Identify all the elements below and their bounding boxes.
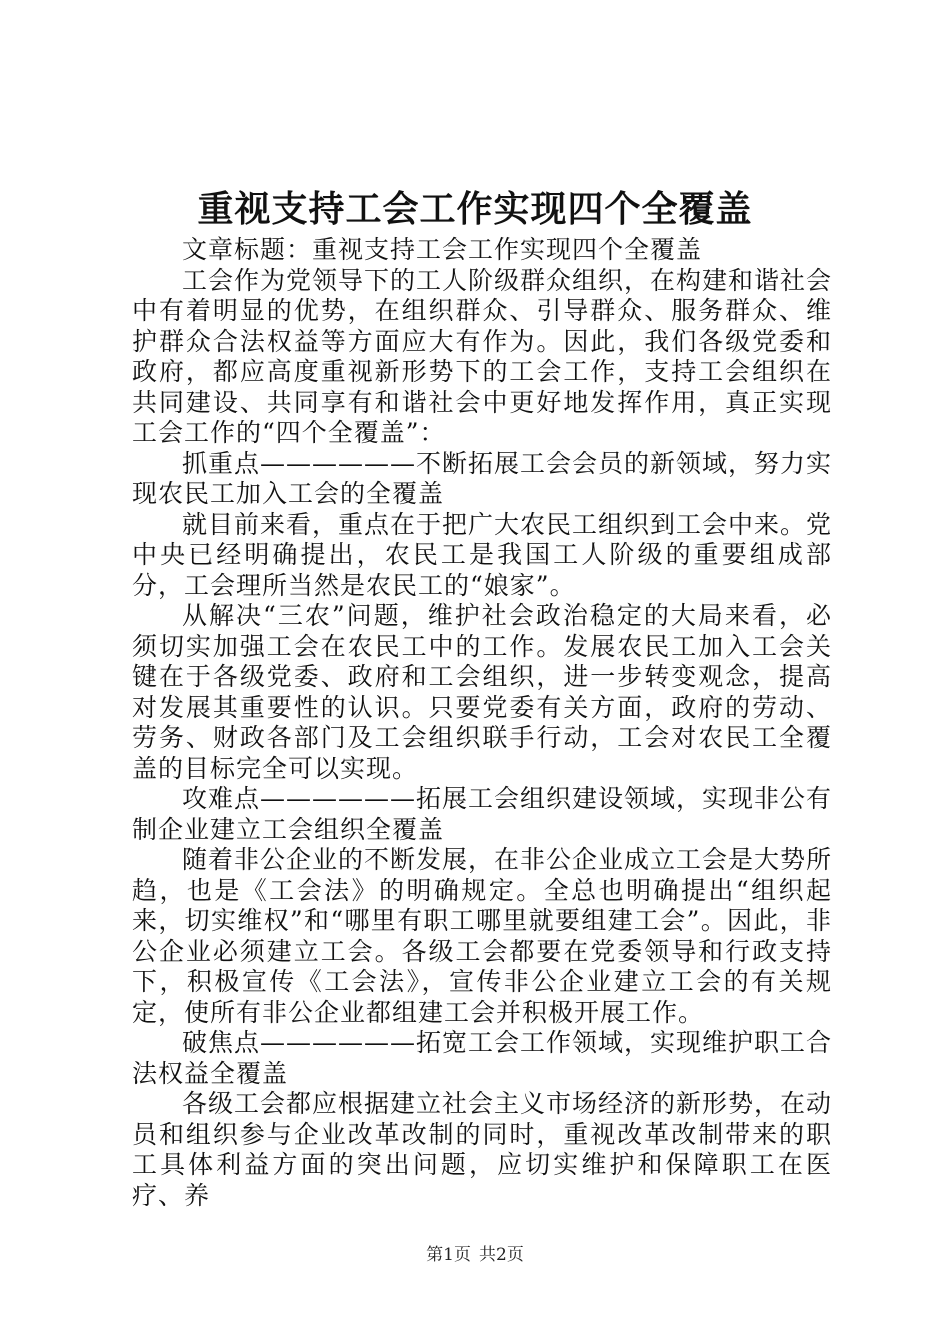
document-body xyxy=(132,235,832,1211)
paragraph: 从解决“三农”问题，维护社会政治稳定的大局来看，必须切实加强工会在农民工中的工作。发展农民工加入工会关键在于各级党委、政府和工会组织，进一步转变观念，提高对发展其重要性的认识。只要党委有关方面，政府的劳动、劳务、财政各部门及工会组织联手行动，工会对农民工全覆盖的目标完全可以实现。 xyxy=(132,601,832,783)
paragraph: 各级工会都应根据建立社会主义市场经济的新形势，在动员和组织参与企业改革改制的同时，重视改革改制带来的职工具体利益方面的突出问题，应切实维护和保障职工在医疗、养 xyxy=(132,1089,833,1210)
page-total: 共2页 xyxy=(479,1245,524,1265)
intro-paragraph: 工会作为党领导下的工人阶级群众组织，在构建和谐社会中有着明显的优势，在组织群众、引导群众、服务群众、维护群众合法权益等方面应大有作为。因此，我们各级党委和政府，都应高度重视新形势下的工会工作，支持工会组织在共同建设、共同享有和谐社会中更好地发挥作用，真正实现工会工作的“四个全覆盖”： xyxy=(132,265,833,447)
page-footer xyxy=(0,1244,950,1266)
section-heading-2: 攻难点——————拓展工会组织建设领域，实现非公有制企业建立工会组织全覆盖 xyxy=(132,784,833,844)
section-heading-1: 抓重点——————不断拓展工会会员的新领域，努力实现农民工加入工会的全覆盖 xyxy=(132,448,833,508)
paragraph: 就目前来看，重点在于把广大农民工组织到工会中来。党中央已经明确提出，农民工是我国工人阶级的重要组成部分，工会理所当然是农民工的“娘家”。 xyxy=(132,509,833,600)
section-heading-3: 破焦点——————拓宽工会工作领域，实现维护职工合法权益全覆盖 xyxy=(132,1028,833,1088)
paragraph: 随着非公企业的不断发展，在非公企业成立工会是大势所趋，也是《工会法》的明确规定。全总也明确提出“组织起来，切实维权”和“哪里有职工哪里就要组建工会”。因此，非公企业必须建立工会。各级工会都要在党委领导和行政支持下，积极宣传《工会法》，宣传非公企业建立工会的有关规定，使所有非公企业都组建工会并积极开展工作。 xyxy=(132,845,833,1027)
article-title-line: 文章标题：重视支持工会工作实现四个全覆盖 xyxy=(182,235,703,264)
document-title: 重视支持工会工作实现四个全覆盖 xyxy=(197,188,753,230)
page-number: 第1页 xyxy=(426,1245,471,1265)
